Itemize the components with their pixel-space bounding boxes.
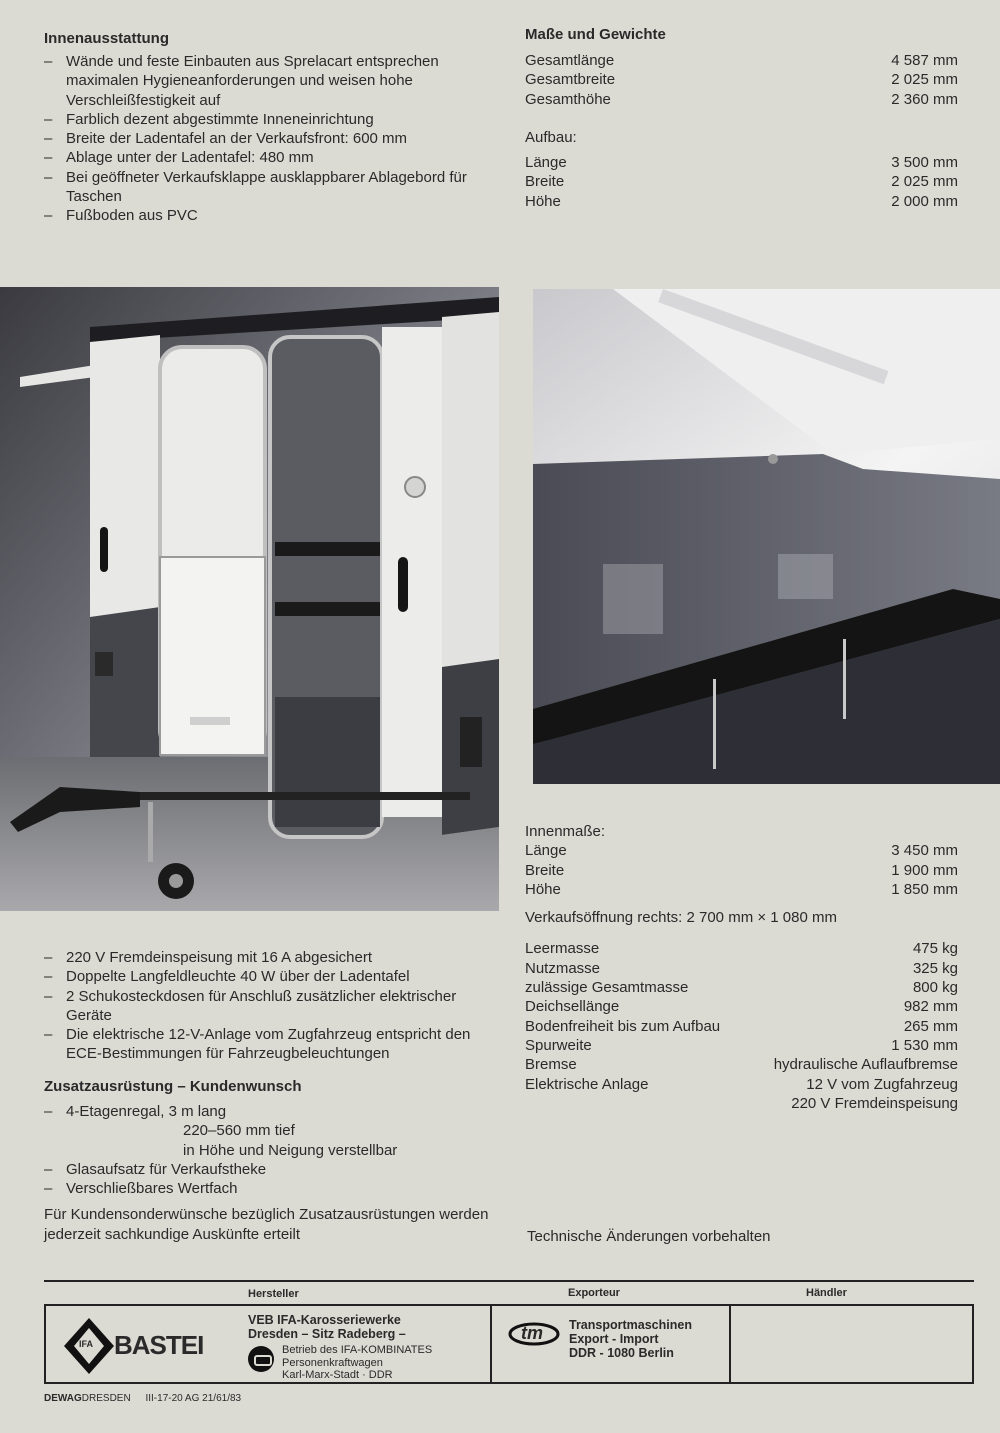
list-item: – Wände und feste Einbauten aus Sprelacart entsprechen maximalen Hygieneanforderungen und weisen hohe Verschleißfestigkeit auf bbox=[44, 52, 494, 110]
list-item: – 2 Schukosteckdosen für Anschluß zusätzlicher elektrischer Geräte bbox=[44, 987, 499, 1026]
spec-label: zulässige Gesamtmasse bbox=[525, 979, 689, 997]
manufacturer-label: Hersteller bbox=[248, 1288, 299, 1300]
weights-and-specs bbox=[525, 939, 958, 1093]
spec-row bbox=[525, 959, 958, 978]
list-item: – Bei geöffneter Verkaufsklappe ausklappbarer Ablagebord für Taschen bbox=[44, 168, 494, 207]
spec-value: 325 kg bbox=[912, 959, 958, 977]
spec-value: 265 mm bbox=[903, 1017, 958, 1035]
spec-label: Breite bbox=[525, 861, 565, 879]
list-item: – Farblich dezent abgestimmte Inneneinrichtung bbox=[44, 110, 494, 129]
spec-label: Gesamtbreite bbox=[525, 71, 616, 89]
extras-item: – Glasaufsatz für Verkaufstheke bbox=[44, 1160, 499, 1179]
spec-label: Leermasse bbox=[525, 940, 600, 958]
spec-value: hydraulische Auflaufbremse bbox=[773, 1056, 958, 1074]
spec-value: 2 025 mm bbox=[891, 71, 958, 89]
spec-label: Elektrische Anlage bbox=[525, 1075, 649, 1093]
spec-value: 800 kg bbox=[912, 979, 958, 997]
extras-list bbox=[44, 1102, 499, 1198]
spec-row bbox=[525, 90, 958, 109]
spec-value: 4 587 mm bbox=[891, 52, 958, 69]
extras-heading: Zusatzausrüstung – Kundenwunsch bbox=[44, 1078, 302, 1095]
spec-label: Länge bbox=[525, 842, 567, 860]
overall-dimensions bbox=[525, 51, 958, 109]
spec-label: Bremse bbox=[525, 1056, 577, 1074]
spec-label: Gesamtlänge bbox=[525, 52, 615, 69]
tm-logo-icon bbox=[507, 1320, 561, 1348]
spec-label: Bodenfreiheit bis zum Aufbau bbox=[525, 1017, 721, 1035]
extras-note: Für Kundensonderwünsche bezüglich Zusatzausrüstungen werden jederzeit sachkundige Auskünfte erteilt bbox=[44, 1206, 489, 1243]
spec-row bbox=[525, 70, 958, 89]
shelf-item bbox=[44, 1102, 499, 1160]
inner-dimensions-section bbox=[525, 822, 958, 1113]
list-item: – Die elektrische 12-V-Anlage vom Zugfahrzeug entspricht den ECE-Bestimmungen für Fahrzeugbeleuchtungen bbox=[44, 1025, 499, 1064]
shelf-line-3: in Höhe und Neigung verstellbar bbox=[183, 1141, 398, 1159]
maker-sub-block bbox=[282, 1344, 432, 1382]
spec-row bbox=[525, 1055, 958, 1074]
interior-heading: Innenausstattung bbox=[44, 30, 170, 47]
spec-value: 2 000 mm bbox=[891, 192, 958, 210]
exporter-label: Exporteur bbox=[568, 1287, 620, 1299]
maker-line-2: Dresden – Sitz Radeberg – bbox=[248, 1327, 406, 1341]
electrics-section bbox=[44, 948, 499, 1064]
footer-divider-1 bbox=[490, 1304, 492, 1384]
print-city: DRESDEN bbox=[81, 1393, 131, 1404]
spec-value: 12 V vom Zugfahrzeug bbox=[806, 1075, 958, 1093]
spec-row bbox=[525, 861, 958, 880]
bastei-logo bbox=[64, 1318, 224, 1374]
maker-line-1: VEB IFA-Karosseriewerke bbox=[248, 1313, 401, 1327]
shelf-line-2: 220–560 mm tief bbox=[183, 1122, 295, 1140]
spec-row bbox=[525, 1036, 958, 1055]
spec-value: 1 900 mm bbox=[891, 861, 958, 879]
print-brand: DEWAG bbox=[44, 1393, 82, 1404]
electrics-list bbox=[44, 948, 499, 1064]
sales-opening: Verkaufsöffnung rechts: 2 700 mm × 1 080 mm bbox=[525, 909, 837, 927]
exporter-line-2: Export - Import bbox=[569, 1332, 659, 1346]
footer-divider-2 bbox=[729, 1304, 731, 1384]
trailer-interior-photo bbox=[533, 289, 1000, 784]
spec-value: 2 025 mm bbox=[891, 173, 958, 191]
spec-row bbox=[525, 841, 958, 860]
spec-value: 475 kg bbox=[912, 940, 958, 958]
spec-label: Deichsellänge bbox=[525, 998, 620, 1016]
car-badge-icon bbox=[248, 1346, 274, 1372]
spec-row bbox=[525, 1017, 958, 1036]
trailer-exterior-photo bbox=[0, 287, 499, 911]
footer-rule bbox=[44, 1280, 974, 1282]
extras-item: – Verschließbares Wertfach bbox=[44, 1179, 499, 1198]
print-line bbox=[44, 1393, 241, 1404]
body-dimensions bbox=[525, 153, 958, 211]
list-item: – 220 V Fremdeinspeisung mit 16 A abgesichert bbox=[44, 948, 499, 967]
body-heading: Aufbau: bbox=[525, 128, 577, 146]
spec-label: Spurweite bbox=[525, 1036, 592, 1054]
extras-section bbox=[44, 1078, 499, 1244]
interior-list bbox=[44, 52, 494, 226]
spec-row bbox=[525, 997, 958, 1016]
dealer-label: Händler bbox=[806, 1287, 847, 1299]
inner-heading: Innenmaße: bbox=[525, 823, 606, 840]
spec-row bbox=[525, 880, 958, 899]
brand-text: BASTEI bbox=[114, 1330, 204, 1360]
maker-sub-3: Karl-Marx-Stadt · DDR bbox=[282, 1369, 393, 1381]
spec-label: Höhe bbox=[525, 880, 561, 898]
exporter-line-3: DDR - 1080 Berlin bbox=[569, 1346, 674, 1360]
print-code: III-17-20 AG 21/61/83 bbox=[145, 1393, 242, 1404]
list-item: – Doppelte Langfeldleuchte 40 W über der Ladentafel bbox=[44, 967, 499, 986]
list-item: – Fußboden aus PVC bbox=[44, 206, 494, 225]
spec-value: 2 360 mm bbox=[891, 90, 958, 108]
maker-sub-2: Personenkraftwagen bbox=[282, 1356, 383, 1369]
spec-row bbox=[525, 1075, 958, 1094]
inner-dimensions bbox=[525, 841, 958, 899]
ifa-text: IFA bbox=[79, 1339, 94, 1349]
spec-label: Nutzmasse bbox=[525, 959, 601, 977]
electric-extra: 220 V Fremdeinspeisung bbox=[791, 1094, 958, 1112]
maker-block bbox=[248, 1313, 406, 1341]
list-item: – Breite der Ladentafel an der Verkaufsfront: 600 mm bbox=[44, 129, 494, 148]
spec-row bbox=[525, 978, 958, 997]
spec-label: Höhe bbox=[525, 192, 561, 210]
spec-value: 1 530 mm bbox=[891, 1036, 958, 1054]
interior-section bbox=[44, 30, 494, 226]
dimensions-heading: Maße und Gewichte bbox=[525, 26, 666, 43]
shelf-line-1: – 4-Etagenregal, 3 m lang bbox=[66, 1103, 227, 1120]
spec-row bbox=[525, 172, 958, 191]
spec-label: Länge bbox=[525, 154, 567, 172]
tm-logo-text: tm bbox=[521, 1323, 543, 1343]
spec-value: 3 500 mm bbox=[891, 154, 958, 172]
spec-value: 1 850 mm bbox=[891, 880, 958, 898]
list-item: – Ablage unter der Ladentafel: 480 mm bbox=[44, 148, 494, 167]
spec-value: 982 mm bbox=[903, 998, 958, 1016]
maker-sub-1: Betrieb des IFA-KOMBINATES bbox=[282, 1344, 433, 1356]
exporter-block bbox=[569, 1318, 692, 1360]
spec-row bbox=[525, 51, 958, 70]
dimensions-section bbox=[525, 26, 958, 211]
spec-label: Gesamthöhe bbox=[525, 90, 611, 108]
exporter-line-1: Transportmaschinen bbox=[569, 1318, 692, 1332]
spec-row bbox=[525, 939, 958, 958]
spec-label: Breite bbox=[525, 173, 565, 191]
disclaimer: Technische Änderungen vorbehalten bbox=[527, 1228, 771, 1245]
spec-row bbox=[525, 192, 958, 211]
spec-value: 3 450 mm bbox=[891, 842, 958, 860]
spec-row bbox=[525, 153, 958, 172]
